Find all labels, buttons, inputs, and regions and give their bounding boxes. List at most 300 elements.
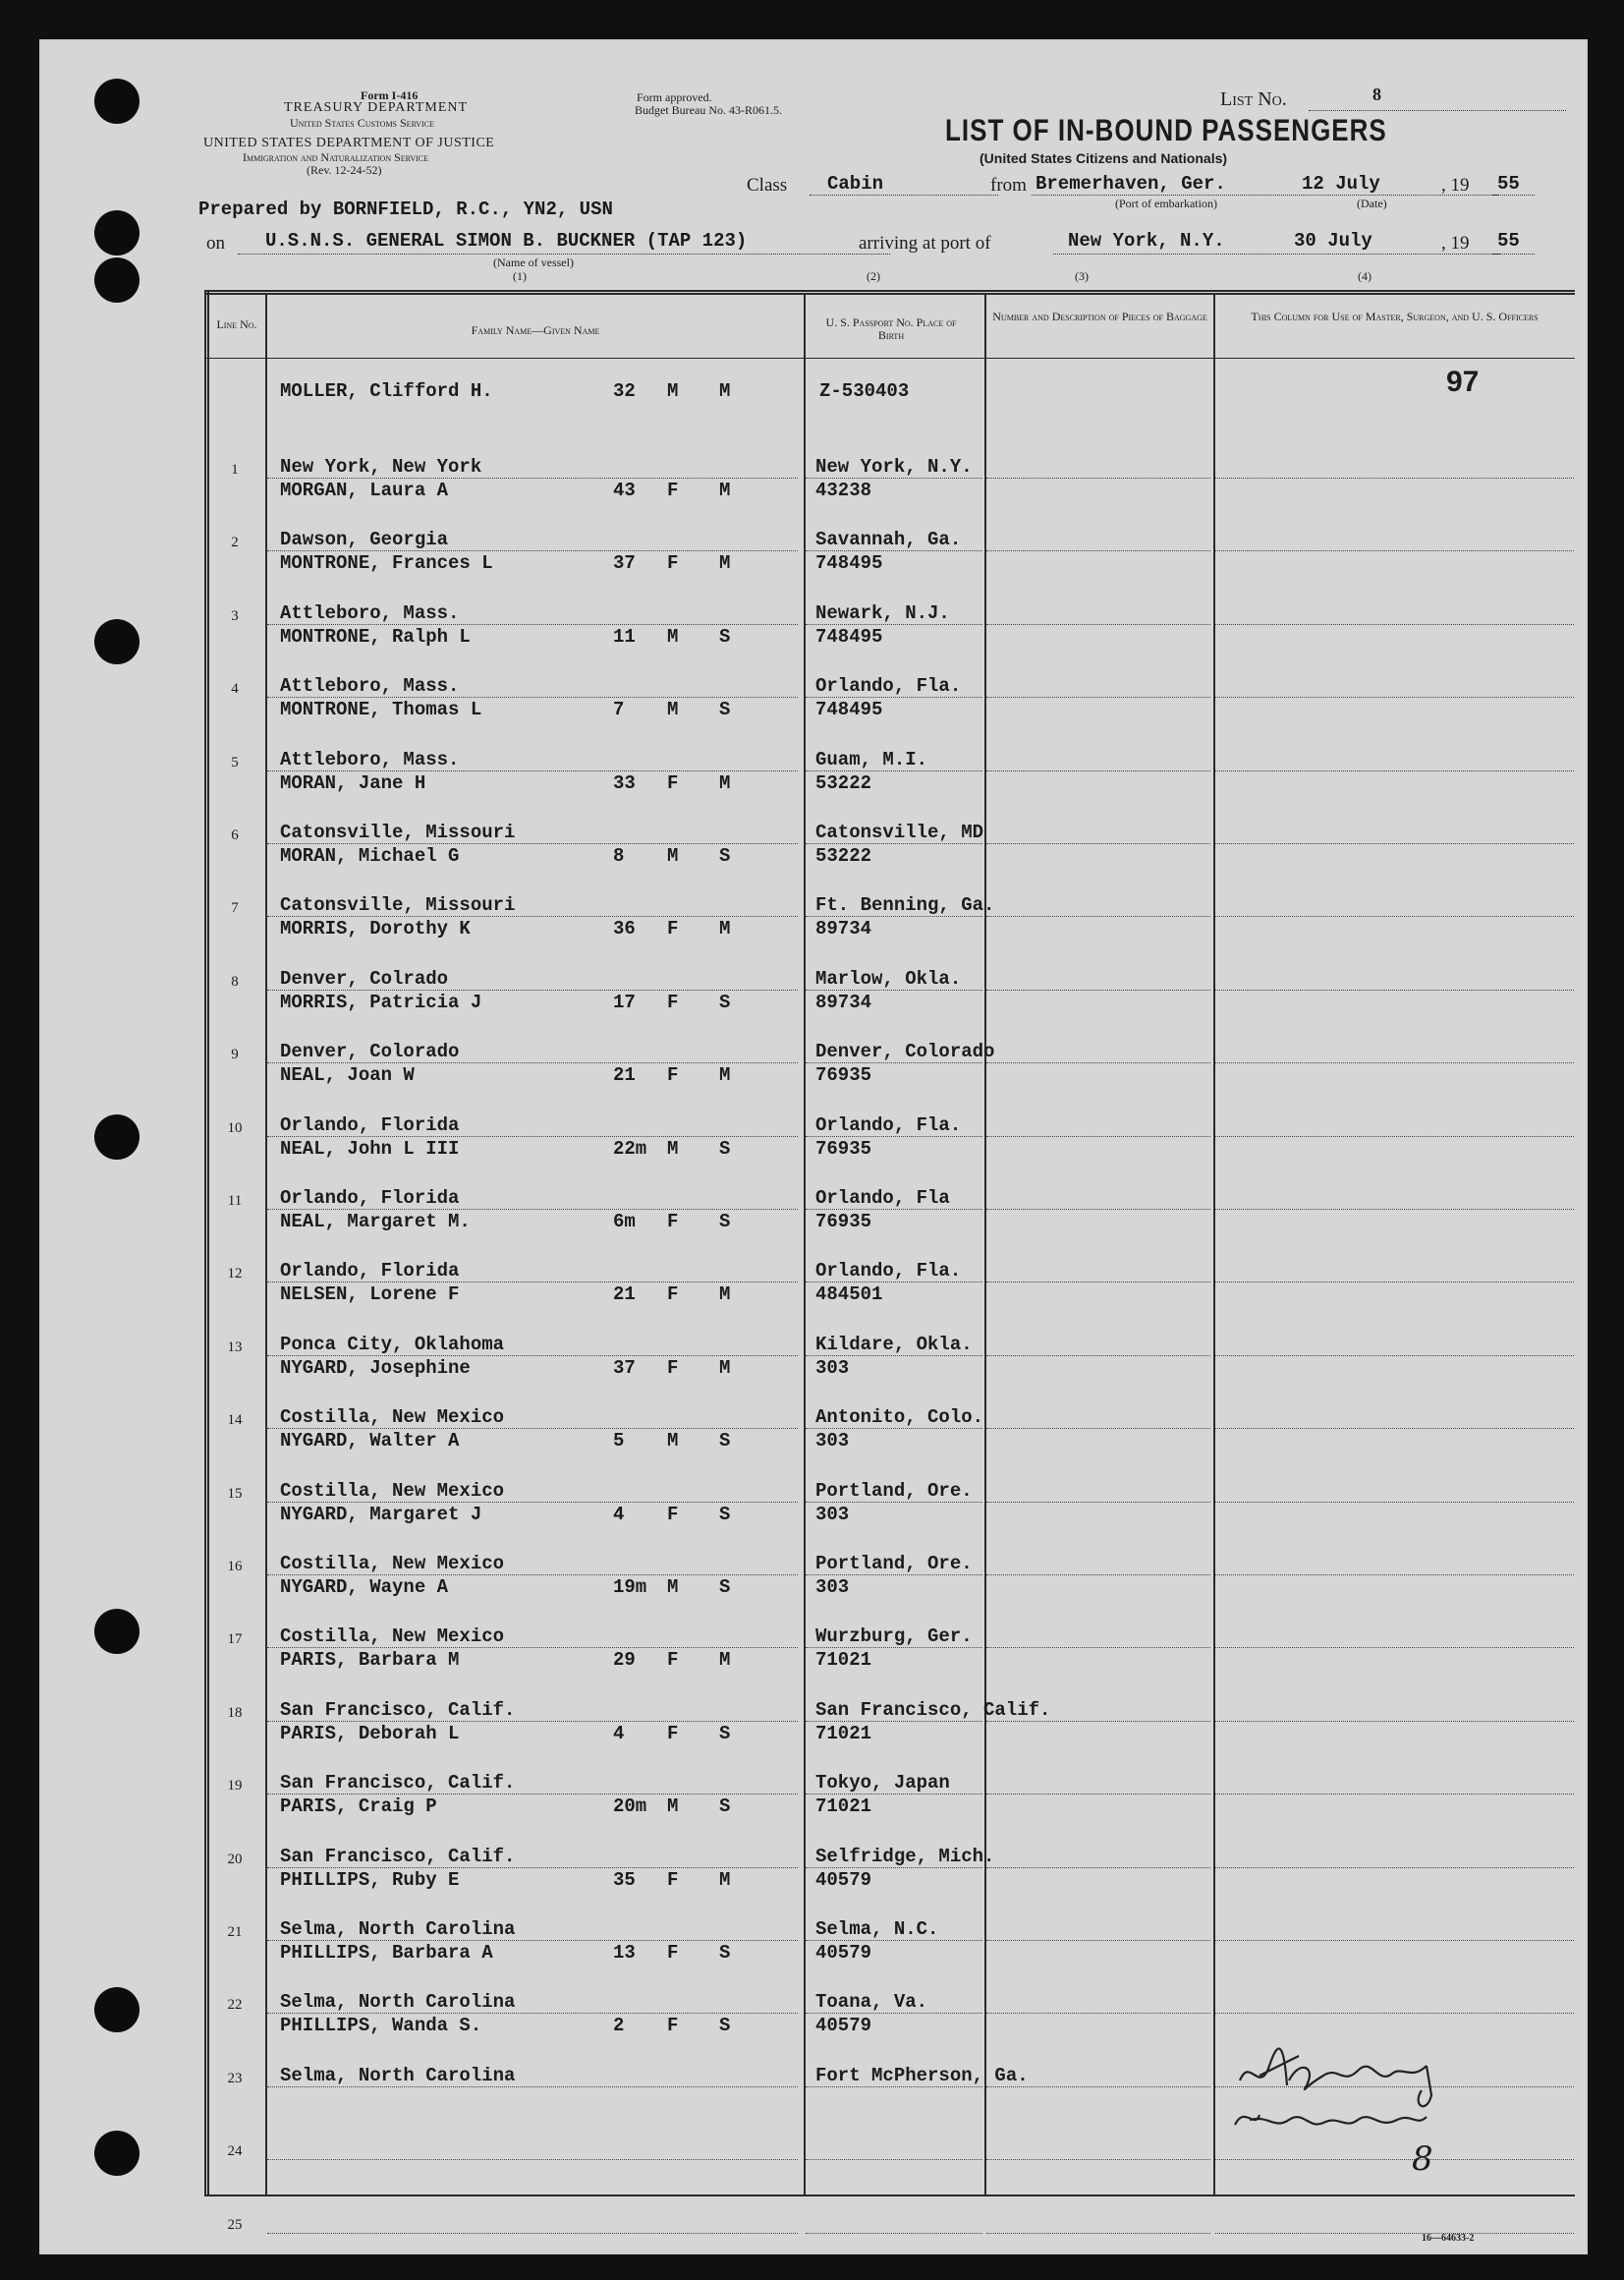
row-separator	[1215, 550, 1574, 551]
row-passport: 303	[815, 1503, 850, 1525]
row-residence: Costilla, New Mexico	[280, 1406, 505, 1429]
arrival-port: New York, N.Y.	[1068, 230, 1225, 252]
row-residence: San Francisco, Calif.	[280, 1772, 516, 1795]
row-separator	[267, 990, 798, 991]
row-separator	[267, 550, 798, 551]
row-separator	[986, 1867, 1210, 1868]
row-sex: F	[667, 1649, 679, 1672]
date-caption: (Date)	[1357, 197, 1387, 210]
row-separator	[1215, 2233, 1574, 2234]
arrival-line	[1053, 254, 1500, 255]
row-place-of-birth: Antonito, Colo.	[815, 1406, 984, 1429]
class-value: Cabin	[827, 173, 884, 195]
row-line-number: 15	[227, 1485, 243, 1502]
row-separator	[267, 1721, 798, 1722]
row-sex: M	[667, 1796, 679, 1818]
row-line-number: 4	[231, 681, 239, 698]
row-separator	[806, 478, 982, 479]
binder-hole	[94, 79, 140, 124]
row-marital-status: S	[719, 1942, 731, 1964]
row-separator	[986, 550, 1210, 551]
row-name: PARIS, Deborah L	[280, 1722, 460, 1744]
officer-signature	[1230, 2036, 1525, 2164]
row-marital-status: S	[719, 1722, 731, 1744]
from-label: from	[990, 175, 1027, 196]
handwritten-page-number: 8	[1412, 2139, 1433, 2179]
row-name: MORAN, Jane H	[280, 771, 426, 794]
row-separator	[267, 1136, 798, 1137]
row-place-of-birth: Wurzburg, Ger.	[815, 1625, 973, 1648]
form-approved: Form approved.	[637, 90, 712, 104]
caption-2: (2)	[867, 269, 880, 283]
binder-hole	[94, 210, 140, 256]
row-age: 21	[613, 1283, 636, 1306]
row-age: 37	[613, 552, 636, 575]
row-line-number: 17	[227, 1631, 243, 1648]
row-line-number: 13	[227, 1339, 243, 1355]
row-passport: 76935	[815, 1137, 872, 1160]
row-passport: 89734	[815, 991, 872, 1013]
row-residence: New York, New York	[280, 456, 482, 478]
row-separator	[1215, 1502, 1574, 1503]
row-sex: F	[667, 1722, 679, 1744]
row-residence: Catonsville, Missouri	[280, 822, 516, 843]
row-name: MONTRONE, Ralph L	[280, 625, 471, 648]
row-name: PHILLIPS, Ruby E	[280, 1868, 460, 1891]
row-marital-status: S	[719, 625, 731, 648]
row-separator	[1215, 1647, 1574, 1648]
top-entry-name: MOLLER, Clifford H.	[280, 380, 493, 402]
row-separator	[267, 697, 798, 698]
row-passport: 303	[815, 1576, 850, 1598]
row-separator	[986, 1574, 1210, 1575]
row-separator	[267, 1209, 798, 1210]
row-residence: Ponca City, Oklahoma	[280, 1333, 505, 1355]
row-age: 20m	[613, 1796, 647, 1818]
row-sex: F	[667, 771, 679, 794]
row-place-of-birth: Orlando, Fla	[815, 1187, 950, 1209]
row-sex: F	[667, 2015, 679, 2037]
row-marital-status: M	[719, 1283, 731, 1306]
row-marital-status: M	[719, 771, 731, 794]
year-line-1	[1491, 195, 1535, 196]
row-name: PHILLIPS, Wanda S.	[280, 2015, 482, 2037]
ins-service: Immigration and Naturalization Service	[243, 150, 429, 164]
row-line-number: 5	[231, 754, 239, 770]
row-separator	[986, 2233, 1210, 2234]
row-separator	[806, 1428, 982, 1429]
row-name: MORRIS, Dorothy K	[280, 918, 471, 940]
on-label: on	[206, 233, 225, 254]
row-line-number: 6	[231, 827, 239, 843]
row-line-number: 10	[227, 1119, 243, 1136]
row-separator	[267, 624, 798, 625]
row-residence: Catonsville, Missouri	[280, 894, 516, 917]
row-sex: F	[667, 552, 679, 575]
col-baggage: Number and Description of Pieces of Baggage	[992, 310, 1207, 323]
col-family-name: Family Name—Given Name	[471, 323, 600, 337]
row-passport: 40579	[815, 2015, 872, 2037]
col-officers: This Column for Use of Master, Surgeon, and U. S. Officers	[1251, 310, 1539, 323]
row-separator	[806, 2086, 982, 2087]
list-no-label: List No.	[1220, 88, 1287, 110]
top-entry-passport: Z-530403	[819, 380, 910, 402]
col-passport: U. S. Passport No. Place of Birth	[825, 315, 957, 342]
binder-hole	[94, 1114, 140, 1160]
form-subtitle: (United States Citizens and Nationals)	[980, 150, 1228, 166]
row-age: 21	[613, 1064, 636, 1087]
year-line-2	[1491, 254, 1535, 255]
row-separator	[986, 1136, 1210, 1137]
row-marital-status: S	[719, 1503, 731, 1525]
year-prefix-1: , 19	[1441, 175, 1470, 196]
form-title: LIST OF IN-BOUND PASSENGERS	[945, 112, 1387, 147]
row-separator	[806, 2013, 982, 2014]
row-separator	[267, 2159, 798, 2160]
row-residence: Attleboro, Mass.	[280, 601, 460, 624]
row-separator	[806, 1867, 982, 1868]
row-place-of-birth: Orlando, Fla.	[815, 1113, 962, 1136]
row-separator	[1215, 1209, 1574, 1210]
row-separator	[1215, 916, 1574, 917]
row-sex: F	[667, 1064, 679, 1087]
row-marital-status: M	[719, 1649, 731, 1672]
row-place-of-birth: Portland, Ore.	[815, 1479, 973, 1502]
row-separator	[806, 624, 982, 625]
row-name: NYGARD, Walter A	[280, 1430, 460, 1453]
binder-hole	[94, 1609, 140, 1654]
row-separator	[1215, 2013, 1574, 2014]
binder-hole	[94, 257, 140, 303]
row-place-of-birth: Tokyo, Japan	[815, 1772, 950, 1795]
row-separator	[1215, 1136, 1574, 1137]
row-residence: Dawson, Georgia	[280, 529, 449, 551]
row-sex: M	[667, 845, 679, 867]
print-code: 16—64633-2	[1422, 2233, 1475, 2244]
row-separator	[806, 1794, 982, 1795]
row-separator	[267, 1867, 798, 1868]
row-separator	[806, 1355, 982, 1356]
row-separator	[986, 697, 1210, 698]
row-separator	[267, 1794, 798, 1795]
row-separator	[806, 697, 982, 698]
row-passport: 484501	[815, 1283, 883, 1306]
row-line-number: 25	[227, 2216, 243, 2233]
caption-3: (3)	[1075, 269, 1089, 283]
row-separator	[1215, 1867, 1574, 1868]
row-residence: Costilla, New Mexico	[280, 1553, 505, 1574]
row-line-number: 2	[231, 535, 239, 551]
row-name: NELSEN, Lorene F	[280, 1283, 460, 1306]
vessel-caption: (Name of vessel)	[493, 256, 574, 269]
row-name: MONTRONE, Frances L	[280, 552, 493, 575]
row-age: 29	[613, 1649, 636, 1672]
row-residence: Orlando, Florida	[280, 1113, 460, 1136]
row-separator	[806, 1136, 982, 1137]
row-separator	[1215, 770, 1574, 771]
row-name: NEAL, Margaret M.	[280, 1211, 471, 1232]
row-separator	[1215, 1574, 1574, 1575]
top-entry-age: 32	[613, 380, 636, 402]
row-marital-status: S	[719, 991, 731, 1013]
row-marital-status: S	[719, 1430, 731, 1453]
row-separator	[806, 990, 982, 991]
row-separator	[267, 916, 798, 917]
row-marital-status: M	[719, 1356, 731, 1379]
row-name: NEAL, John L III	[280, 1137, 460, 1160]
row-marital-status: M	[719, 552, 731, 575]
row-residence: Attleboro, Mass.	[280, 748, 460, 770]
row-separator	[806, 1574, 982, 1575]
arrival-date: 30 July	[1294, 230, 1372, 252]
row-sex: F	[667, 480, 679, 501]
row-marital-status: S	[719, 1211, 731, 1232]
row-residence: San Francisco, Calif.	[280, 1698, 516, 1721]
row-separator	[986, 1647, 1210, 1648]
row-separator	[986, 990, 1210, 991]
row-separator	[267, 1940, 798, 1941]
row-marital-status: S	[719, 2015, 731, 2037]
row-separator	[267, 770, 798, 771]
row-place-of-birth: Selfridge, Mich.	[815, 1845, 995, 1867]
row-line-number: 7	[231, 900, 239, 917]
row-place-of-birth: Savannah, Ga.	[815, 529, 962, 551]
row-place-of-birth: Denver, Colorado	[815, 1041, 995, 1063]
row-separator	[986, 1502, 1210, 1503]
row-passport: 53222	[815, 845, 872, 867]
row-name: MORAN, Michael G	[280, 845, 460, 867]
row-sex: M	[667, 1576, 679, 1598]
row-separator	[806, 1502, 982, 1503]
row-age: 6m	[613, 1211, 636, 1232]
row-separator	[1215, 1940, 1574, 1941]
row-passport: 76935	[815, 1211, 872, 1232]
row-separator	[986, 1355, 1210, 1356]
row-separator	[267, 2086, 798, 2087]
row-line-number: 14	[227, 1412, 243, 1429]
row-separator	[986, 2013, 1210, 2014]
row-sex: F	[667, 918, 679, 940]
row-separator	[806, 770, 982, 771]
row-separator	[986, 478, 1210, 479]
treasury-dept: TREASURY DEPARTMENT	[284, 100, 469, 115]
row-age: 13	[613, 1942, 636, 1964]
row-sex: F	[667, 1211, 679, 1232]
row-passport: 748495	[815, 699, 883, 721]
row-place-of-birth: San Francisco, Calif.	[815, 1698, 1051, 1721]
year-2: 55	[1497, 230, 1520, 252]
row-age: 19m	[613, 1576, 647, 1598]
row-line-number: 11	[227, 1193, 243, 1209]
row-separator	[1215, 697, 1574, 698]
row-age: 2	[613, 2015, 625, 2037]
row-place-of-birth: Toana, Va.	[815, 1991, 928, 2014]
row-separator	[1215, 843, 1574, 844]
row-age: 33	[613, 771, 636, 794]
binder-hole	[94, 1987, 140, 2032]
row-line-number: 3	[231, 607, 239, 624]
row-separator	[806, 1721, 982, 1722]
port-of-embarkation: Bremerhaven, Ger.	[1036, 173, 1226, 195]
row-separator	[986, 1428, 1210, 1429]
from-line	[1032, 195, 1498, 196]
row-residence: Attleboro, Mass.	[280, 675, 460, 698]
row-age: 35	[613, 1868, 636, 1891]
row-name: MORRIS, Patricia J	[280, 991, 482, 1013]
row-sex: F	[667, 1942, 679, 1964]
row-age: 5	[613, 1430, 625, 1453]
row-passport: 40579	[815, 1868, 872, 1891]
row-sex: F	[667, 1503, 679, 1525]
row-separator	[267, 1647, 798, 1648]
row-name: PHILLIPS, Barbara A	[280, 1942, 493, 1964]
row-passport: 748495	[815, 552, 883, 575]
row-separator	[806, 1209, 982, 1210]
binder-hole	[94, 2131, 140, 2176]
row-name: MONTRONE, Thomas L	[280, 699, 482, 721]
row-passport: 89734	[815, 918, 872, 940]
row-marital-status: M	[719, 1868, 731, 1891]
budget-bureau: Budget Bureau No. 43-R061.5.	[635, 103, 782, 117]
row-separator	[267, 1574, 798, 1575]
row-separator	[267, 2233, 798, 2234]
list-no-line	[1309, 110, 1566, 111]
row-separator	[986, 2159, 1210, 2160]
row-sex: M	[667, 625, 679, 648]
row-separator	[267, 1502, 798, 1503]
row-separator	[806, 550, 982, 551]
row-passport: 76935	[815, 1064, 872, 1087]
row-sex: M	[667, 1137, 679, 1160]
row-line-number: 24	[227, 2143, 243, 2160]
row-passport: 71021	[815, 1649, 872, 1672]
row-separator	[267, 1428, 798, 1429]
row-line-number: 22	[227, 1997, 243, 2014]
vessel-line	[238, 254, 890, 255]
row-age: 22m	[613, 1137, 647, 1160]
row-name: PARIS, Craig P	[280, 1796, 437, 1818]
row-passport: 71021	[815, 1796, 872, 1818]
row-sex: F	[667, 1283, 679, 1306]
officer-note: 97	[1446, 366, 1480, 398]
row-separator	[986, 916, 1210, 917]
row-place-of-birth: New York, N.Y.	[815, 456, 973, 478]
row-age: 4	[613, 1503, 625, 1525]
row-place-of-birth: Orlando, Fla.	[815, 675, 962, 698]
row-age: 8	[613, 845, 625, 867]
row-separator	[1215, 478, 1574, 479]
row-separator	[986, 843, 1210, 844]
row-passport: 43238	[815, 480, 872, 501]
row-separator	[806, 1940, 982, 1941]
row-passport: 303	[815, 1430, 850, 1453]
row-residence: Denver, Colorado	[280, 1041, 460, 1063]
row-place-of-birth: Guam, M.I.	[815, 748, 928, 770]
row-separator	[1215, 990, 1574, 991]
row-name: NYGARD, Wayne A	[280, 1576, 449, 1598]
row-residence: Selma, North Carolina	[280, 1991, 516, 2014]
row-residence: Selma, North Carolina	[280, 2064, 516, 2086]
caption-4: (4)	[1358, 269, 1372, 283]
row-separator	[267, 1355, 798, 1356]
row-separator	[1215, 1062, 1574, 1063]
row-separator	[267, 478, 798, 479]
top-entry-marital: M	[719, 380, 731, 402]
embarkation-date: 12 July	[1302, 173, 1380, 195]
row-age: 17	[613, 991, 636, 1013]
row-separator	[267, 1062, 798, 1063]
row-residence: San Francisco, Calif.	[280, 1845, 516, 1867]
binder-hole	[94, 619, 140, 664]
row-separator	[1215, 1355, 1574, 1356]
row-age: 43	[613, 480, 636, 501]
caption-1: (1)	[513, 269, 527, 283]
row-place-of-birth: Catonsville, MD	[815, 822, 984, 843]
row-age: 37	[613, 1356, 636, 1379]
row-separator	[986, 1794, 1210, 1795]
row-line-number: 12	[227, 1266, 243, 1282]
row-name: NEAL, Joan W	[280, 1064, 415, 1087]
row-place-of-birth: Orlando, Fla.	[815, 1260, 962, 1282]
form-number: Form I-416	[361, 88, 419, 102]
row-sex: F	[667, 1356, 679, 1379]
row-separator	[986, 2086, 1210, 2087]
arriving-label: arriving at port of	[859, 233, 991, 254]
row-residence: Orlando, Florida	[280, 1187, 460, 1209]
row-separator	[1215, 1428, 1574, 1429]
row-name: MORGAN, Laura A	[280, 480, 449, 501]
row-residence: Selma, North Carolina	[280, 1918, 516, 1940]
col-line-no: Line No.	[216, 317, 257, 331]
row-sex: M	[667, 699, 679, 721]
row-passport: 53222	[815, 771, 872, 794]
row-name: NYGARD, Josephine	[280, 1356, 471, 1379]
row-name: PARIS, Barbara M	[280, 1649, 460, 1672]
row-age: 7	[613, 699, 625, 721]
row-separator	[986, 1721, 1210, 1722]
row-residence: Denver, Colrado	[280, 967, 449, 990]
row-line-number: 19	[227, 1778, 243, 1795]
row-separator	[1215, 1794, 1574, 1795]
row-place-of-birth: Newark, N.J.	[815, 601, 950, 624]
manifest-sheet	[39, 39, 1588, 2254]
top-entry-sex: M	[667, 380, 679, 402]
row-marital-status: S	[719, 1137, 731, 1160]
row-residence: Costilla, New Mexico	[280, 1625, 505, 1648]
list-no-value: 8	[1372, 85, 1381, 104]
row-place-of-birth: Portland, Ore.	[815, 1553, 973, 1574]
row-separator	[806, 2233, 982, 2234]
class-label: Class	[747, 175, 788, 196]
port-embark-caption: (Port of embarkation)	[1115, 197, 1217, 210]
row-age: 11	[613, 625, 636, 648]
row-sex: F	[667, 1868, 679, 1891]
row-separator	[1215, 1721, 1574, 1722]
row-separator	[806, 2159, 982, 2160]
row-marital-status: S	[719, 1796, 731, 1818]
row-place-of-birth: Fort McPherson, Ga.	[815, 2064, 1029, 2086]
customs-service: United States Customs Service	[290, 116, 434, 130]
row-residence: Orlando, Florida	[280, 1260, 460, 1282]
row-line-number: 16	[227, 1559, 243, 1574]
row-line-number: 9	[231, 1047, 239, 1063]
row-marital-status: M	[719, 480, 731, 501]
row-separator	[806, 916, 982, 917]
row-age: 4	[613, 1722, 625, 1744]
row-separator	[986, 770, 1210, 771]
row-line-number: 1	[231, 462, 239, 478]
vessel-name: U.S.N.S. GENERAL SIMON B. BUCKNER (TAP 123)	[265, 230, 748, 252]
